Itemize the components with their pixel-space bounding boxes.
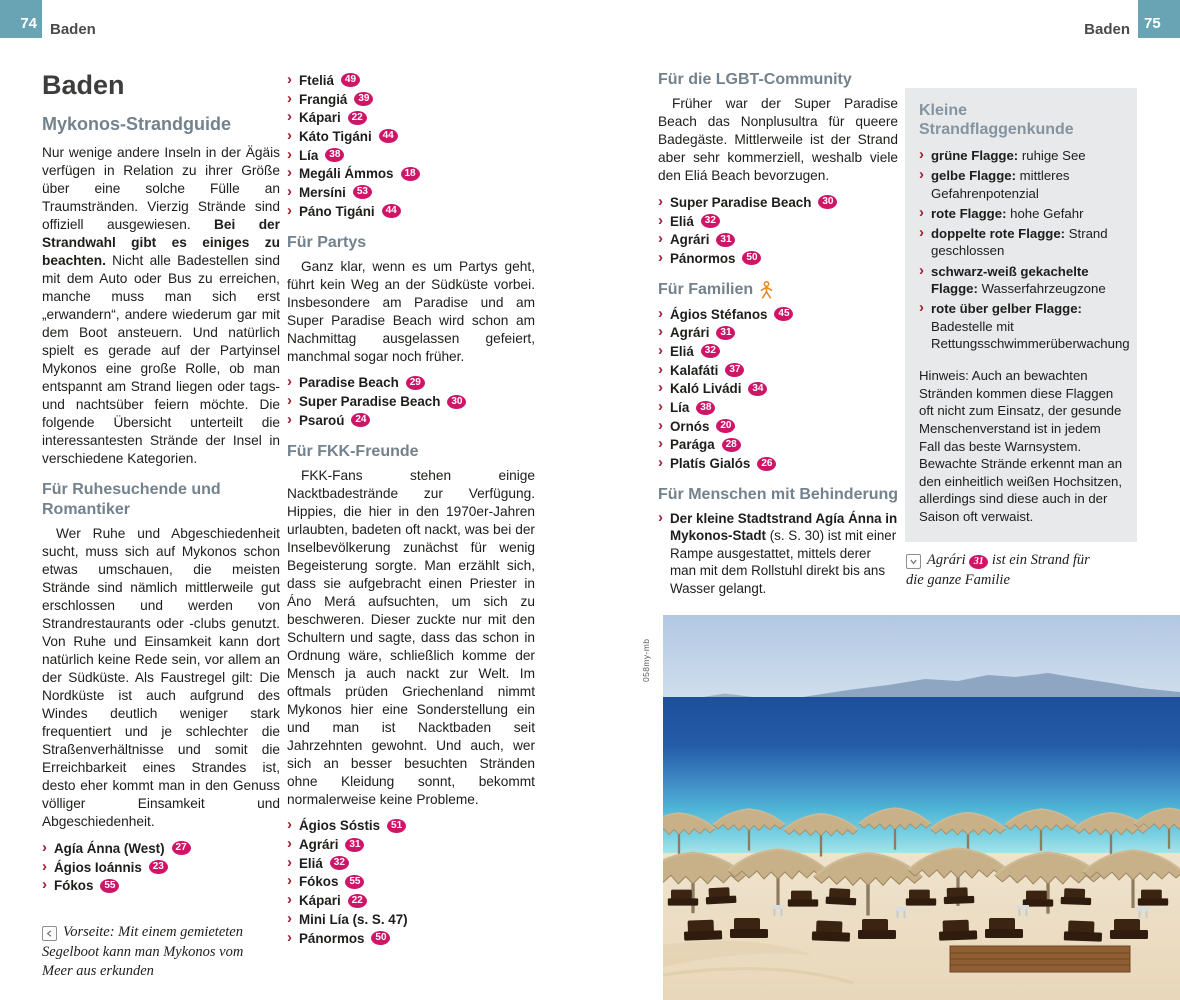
beach-list-item: [287, 835, 535, 854]
chevron-icon: ›: [287, 126, 292, 144]
beach-name: Parága: [670, 437, 715, 453]
flag-box-note: Hinweis: Auch an bewachten Stränden kommen diese Flaggen oft nicht zum Einsatz, der gesunde Menschenverstand ist in jedem Fall das beste Warnsystem. Bewachte Strände erkennt man an den einheitlich weißen Hochsitzen, allerdings sind diese auch in der Saison oft verwaist.: [919, 368, 1123, 525]
beach-name: Lía: [299, 147, 319, 163]
page-badge: 32: [330, 856, 349, 870]
beach-name: Agrári: [670, 325, 710, 341]
chevron-icon: ›: [287, 816, 292, 834]
chevron-icon: ›: [658, 192, 663, 210]
chevron-icon: ›: [658, 379, 663, 397]
running-head-left: Baden: [50, 21, 96, 38]
page-badge: 22: [348, 894, 367, 908]
beach-name: Fteliá: [299, 72, 334, 88]
flag-list: [919, 146, 1130, 352]
page-badge: 38: [696, 401, 715, 415]
page-badge: 49: [341, 73, 360, 87]
beach-name: Fókos: [54, 878, 94, 894]
page-badge: 44: [382, 204, 401, 218]
beach-photo: [663, 615, 1180, 1000]
chevron-icon: ›: [658, 454, 663, 472]
chevron-icon: ›: [658, 323, 663, 341]
page-badge: 37: [725, 363, 744, 377]
page-badge: 18: [401, 167, 420, 181]
fkk-beach-list: [287, 817, 535, 948]
beach-name: Agía Ánna (West): [54, 840, 165, 856]
chevron-icon: ›: [658, 508, 663, 526]
photo-walkway: [950, 946, 1130, 972]
page-badge: 28: [722, 438, 741, 452]
caption-text: Vorseite: Mit einem gemieteten Segelboot kann man Mykonos vom Meer aus erkunden: [42, 924, 244, 980]
intro-paragraph: Nur wenige andere Inseln in der Ägäis verfügen in Relation zu ihrer Größe über eine solche Fülle an Traumstränden. Vierzig Strände sind offiziell ausgewiesen. Bei der Strandwahl gibt es einiges zu beachten. Nicht alle Badestellen sind mit dem Auto oder Bus zu erreichen, manche muss man sich erst „erwandern“, andere wiederum gar mit dem Boot ansteuern. Und natürlich spielt es gerade auf der Partyinsel Mykonos eine große Rolle, ob man entspannt am Strand liegen oder tags- und nachtsüber feiern möchte. Die folgende Übersicht unterteilt die interessantesten Strände der Insel in verschiedene Kategorien.: [42, 145, 280, 466]
heading-lgbt: Für die LGBT-Community: [658, 71, 852, 88]
chevron-icon: ›: [658, 435, 663, 453]
beach-list-item: [287, 164, 535, 183]
page-badge: 22: [348, 111, 367, 125]
flag-text: gelbe Flagge: mittleres Gefahrenpotenzial: [931, 168, 1070, 201]
disability-item: [658, 510, 898, 598]
beach-name: Káto Tigáni: [299, 128, 372, 144]
page-badge: 26: [757, 457, 776, 471]
chevron-icon: ›: [287, 891, 292, 909]
page-badge: 30: [447, 395, 466, 409]
beach-list-item: [287, 146, 535, 165]
beach-name: Super Paradise Beach: [299, 394, 441, 410]
beach-name: Kalafáti: [670, 362, 719, 378]
photo-credit: 058my-mb: [641, 638, 651, 682]
section-heading-strandguide: Mykonos-Strandguide: [42, 114, 232, 134]
beach-list-item: [287, 817, 535, 836]
quiet-beach-list-continued: [287, 71, 535, 221]
party-beach-list: [287, 374, 535, 430]
chevron-icon: ›: [42, 857, 47, 875]
page-badge: 24: [351, 413, 370, 427]
chevron-icon: ›: [287, 392, 292, 410]
beach-name: Super Paradise Beach: [670, 194, 812, 210]
chevron-icon: ›: [287, 410, 292, 428]
beach-name: Frangiá: [299, 91, 348, 107]
lgbt-paragraph: Früher war der Super Paradise Beach das Nonplusultra für queere Badegäste. Mittlerweile ist der Strand aber sehr kommerziell, weshalb viele den Eliá Beach bevorzugen.: [658, 96, 898, 183]
page-badge: 23: [149, 860, 168, 874]
flag-list-item: [919, 147, 1124, 164]
beach-name: Pánormos: [299, 930, 365, 946]
flag-text: grüne Flagge: ruhige See: [931, 148, 1086, 163]
flag-text: rote Flagge: hohe Gefahr: [931, 205, 1084, 221]
page-badge: 53: [353, 185, 372, 199]
beach-name: Páno Tigáni: [299, 203, 375, 219]
beach-list-item: [42, 858, 280, 877]
page-badge: 20: [716, 419, 735, 433]
beach-list-item: [287, 411, 535, 430]
flag-list-item: [919, 205, 1124, 222]
beach-name: Ornós: [670, 418, 710, 434]
chevron-icon: ›: [287, 145, 292, 163]
beach-list-item: [658, 249, 898, 268]
chevron-icon: ›: [658, 304, 663, 322]
page-badge: 38: [325, 148, 344, 162]
chevron-icon: ›: [658, 398, 663, 416]
beach-list-item: [42, 839, 280, 858]
page-badge: 50: [742, 251, 761, 265]
beach-list-item: [287, 108, 535, 127]
beach-list-item: [287, 873, 535, 892]
page-number-right: 75: [1138, 0, 1180, 38]
lgbt-beach-list: [658, 193, 898, 268]
chevron-icon: ›: [42, 876, 47, 894]
chevron-icon: ›: [919, 146, 924, 163]
beach-list-item: [658, 436, 898, 455]
beach-name: Agrári: [299, 837, 339, 853]
beach-list-item: [287, 374, 535, 393]
column-2: [287, 70, 535, 947]
heading-behinderung: Für Menschen mit Behinderung: [658, 485, 899, 503]
flag-box-heading: Kleine Strandflaggenkunde: [919, 102, 1074, 138]
flag-text: doppelte rote Flagge: Strand geschlossen: [931, 226, 1108, 259]
page-badge: 31: [969, 555, 988, 569]
beach-name: Lía: [670, 400, 690, 416]
chevron-icon: ›: [919, 261, 924, 279]
running-head-right: Baden: [1084, 21, 1130, 38]
beach-name: Pánormos: [670, 250, 736, 266]
beach-list-item: [287, 127, 535, 146]
beach-name: Kápari: [299, 110, 341, 126]
beach-list-item: [287, 854, 535, 873]
previous-page-icon: [42, 926, 57, 941]
chevron-icon: ›: [658, 248, 663, 266]
beach-list-item: [658, 361, 898, 380]
partys-paragraph: Ganz klar, wenn es um Partys geht, führt kein Weg an der Südküste vorbei. Insbesondere am Paradise und am Super Paradise Beach wird schon am Nachmittag ausgelassen gefeiert, manchmal sogar noch früher.: [287, 258, 535, 364]
chevron-icon: ›: [919, 166, 924, 184]
flag-info-box: [905, 88, 1137, 542]
page-badge: 45: [774, 307, 793, 321]
quiet-beach-list: [42, 839, 280, 895]
chevron-icon: ›: [287, 164, 292, 182]
chevron-icon: ›: [658, 230, 663, 248]
chevron-icon: ›: [658, 211, 663, 229]
beach-name: Mersíni: [299, 184, 346, 200]
flag-text: schwarz-weiß gekachelte Flagge: Wasserfahrzeugzone: [931, 263, 1106, 297]
beach-list-item: [658, 230, 898, 249]
page-badge: 44: [379, 129, 398, 143]
beach-name: Mini Lía (s. S. 47): [299, 911, 408, 927]
beach-list-item: [287, 910, 535, 929]
column-1: [42, 70, 280, 982]
chevron-icon: ›: [287, 853, 292, 871]
chevron-icon: ›: [42, 838, 47, 856]
beach-list-item: [287, 90, 535, 109]
beach-list-item: [287, 891, 535, 910]
page-badge: 32: [701, 214, 720, 228]
beach-name: Ágios Sóstis: [299, 818, 381, 834]
page-badge: 51: [387, 819, 406, 833]
beach-name: Agrári: [670, 232, 710, 248]
beach-name: Ágios Ioánnis: [54, 859, 142, 875]
beach-name: Kaló Livádi: [670, 381, 742, 397]
caption-beach-name: Agrári: [927, 552, 966, 568]
beach-list-item: [658, 454, 898, 473]
beach-list-item: [658, 398, 898, 417]
chevron-icon: ›: [287, 928, 292, 946]
chevron-icon: ›: [287, 909, 292, 927]
chevron-icon: ›: [287, 182, 292, 200]
photo-below-icon: [906, 554, 921, 569]
page-badge: 32: [701, 344, 720, 358]
chevron-icon: ›: [287, 108, 292, 126]
ruhesuchende-paragraph: Wer Ruhe und Abgeschiedenheit sucht, muss sich auf Mykonos schon etwas umschauen, die meisten Strände sind nämlich mittlerweile gut erschlossen und werden von Strandrestaurants oder -clubs genutzt. Von Ruhe und Einsamkeit kann dort natürlich keine Rede sein, vor allem an der Südküste. Als Faustregel gilt: Die Nordküste ist auch aufgrund des Windes deutlich weniger stark frequentiert und je schlechter die Straßenverhältnisse und somit die Erreichbarkeit eines Strandes ist, desto eher kommt man in den Genuss völliger Einsamkeit und Abgeschiedenheit.: [42, 526, 280, 829]
beach-list-item: [658, 323, 898, 342]
beach-list-item: [658, 305, 898, 324]
beach-name: Megáli Ámmos: [299, 166, 394, 182]
page-badge: 31: [716, 326, 735, 340]
beach-name: Fókos: [299, 874, 339, 890]
beach-list-item: [287, 202, 535, 221]
page-badge: 55: [345, 875, 364, 889]
beach-name: Ágios Stéfanos: [670, 306, 768, 322]
beach-name: Eliá: [299, 855, 323, 871]
beach-list-item: [658, 342, 898, 361]
page-badge: 31: [716, 233, 735, 247]
page-badge: 31: [345, 838, 364, 852]
family-person-icon: [760, 281, 773, 299]
beach-list-item: [287, 183, 535, 202]
chevron-icon: ›: [287, 872, 292, 890]
chevron-icon: ›: [287, 373, 292, 391]
previous-page-caption: [42, 923, 264, 982]
fkk-paragraph: FKK-Fans stehen einige Nacktbadestrände zur Verfügung. Hippies, die hier in den 1970er-Jahren urlaubten, badeten oft nackt, was bei der Inselbevölkerung zunächst für wenig Begeisterung sorgte. Man erzählt sich, dass sie aufgebracht einen Priester in Áno Merá aufsuchten, um sich zu beschweren. Dieser zuckte nur mit den Schultern und sagte, dass das schon in Ordnung wäre, schließlich komme der Mensch ja auch nackt zur Welt. Im oftmals prüden Griechenland nimmt Mykonos hier eine Sonderstellung ein und man ist Nacktbaden seit Jahrzehnten gewohnt. Und auch, wer sich an besser besuchten Stränden ohne Kleidung sonnt, bekommt normalerweise keine Probleme.: [287, 467, 535, 807]
beach-list-item: [42, 876, 280, 895]
flag-list-item: [919, 225, 1124, 260]
beach-name: Eliá: [670, 213, 694, 229]
chevron-icon: ›: [919, 224, 924, 242]
beach-list-item: [287, 929, 535, 948]
flag-text: rote über gelber Flagge: Badestelle mit Rettungsschwimmerüberwachung: [931, 301, 1130, 351]
beach-list-item: [658, 212, 898, 231]
chevron-icon: ›: [919, 299, 924, 317]
page-badge: 55: [100, 879, 119, 893]
heading-familien: Für Familien: [658, 280, 898, 300]
page-badge: 39: [354, 92, 373, 106]
page-number-left: 74: [0, 0, 42, 38]
chevron-icon: ›: [658, 360, 663, 378]
beach-list-item: [658, 380, 898, 399]
column-3: [658, 70, 898, 597]
beach-list-item: [658, 417, 898, 436]
chevron-icon: ›: [658, 416, 663, 434]
family-beach-list: [658, 305, 898, 473]
heading-fkk: Für FKK-Freunde: [287, 442, 419, 460]
chevron-icon: ›: [658, 341, 663, 359]
heading-ruhesuchende: Für Ruhesuchende und Romantiker: [42, 481, 221, 518]
beach-name: Paradise Beach: [299, 375, 399, 391]
beach-name: Platís Gialós: [670, 456, 751, 472]
flag-list-item: [919, 263, 1124, 298]
flag-list-item: [919, 167, 1124, 202]
chevron-icon: ›: [287, 89, 292, 107]
beach-name: Eliá: [670, 343, 694, 359]
photo-caption: [906, 551, 1091, 590]
flag-list-item: [919, 299, 1130, 352]
page-badge: 27: [172, 841, 191, 855]
beach-name: Kápari: [299, 893, 341, 909]
page-badge: 29: [406, 376, 425, 390]
page-badge: 50: [371, 931, 390, 945]
chevron-icon: ›: [287, 201, 292, 219]
chevron-icon: ›: [287, 835, 292, 853]
page-badge: 30: [818, 195, 837, 209]
disability-text: Der kleine Stadtstrand Agía Ánna in Mykonos-Stadt (s. S. 30) ist mit einer Rampe ausgestattet, mittels derer man mit dem Rollstuhl direkt bis ans Wasser gelangt.: [670, 510, 898, 596]
beach-list-item: [658, 193, 898, 212]
beach-list-item: [287, 71, 535, 90]
heading-partys: Für Partys: [287, 233, 367, 251]
caption-text: ist ein Strand für die ganze Familie: [906, 552, 1090, 588]
chevron-icon: ›: [287, 70, 292, 88]
chevron-icon: ›: [919, 203, 924, 221]
beach-name: Psaroú: [299, 412, 345, 428]
beach-list-item: [287, 392, 535, 411]
page-badge: 34: [748, 382, 767, 396]
chapter-title: Baden: [42, 70, 125, 100]
